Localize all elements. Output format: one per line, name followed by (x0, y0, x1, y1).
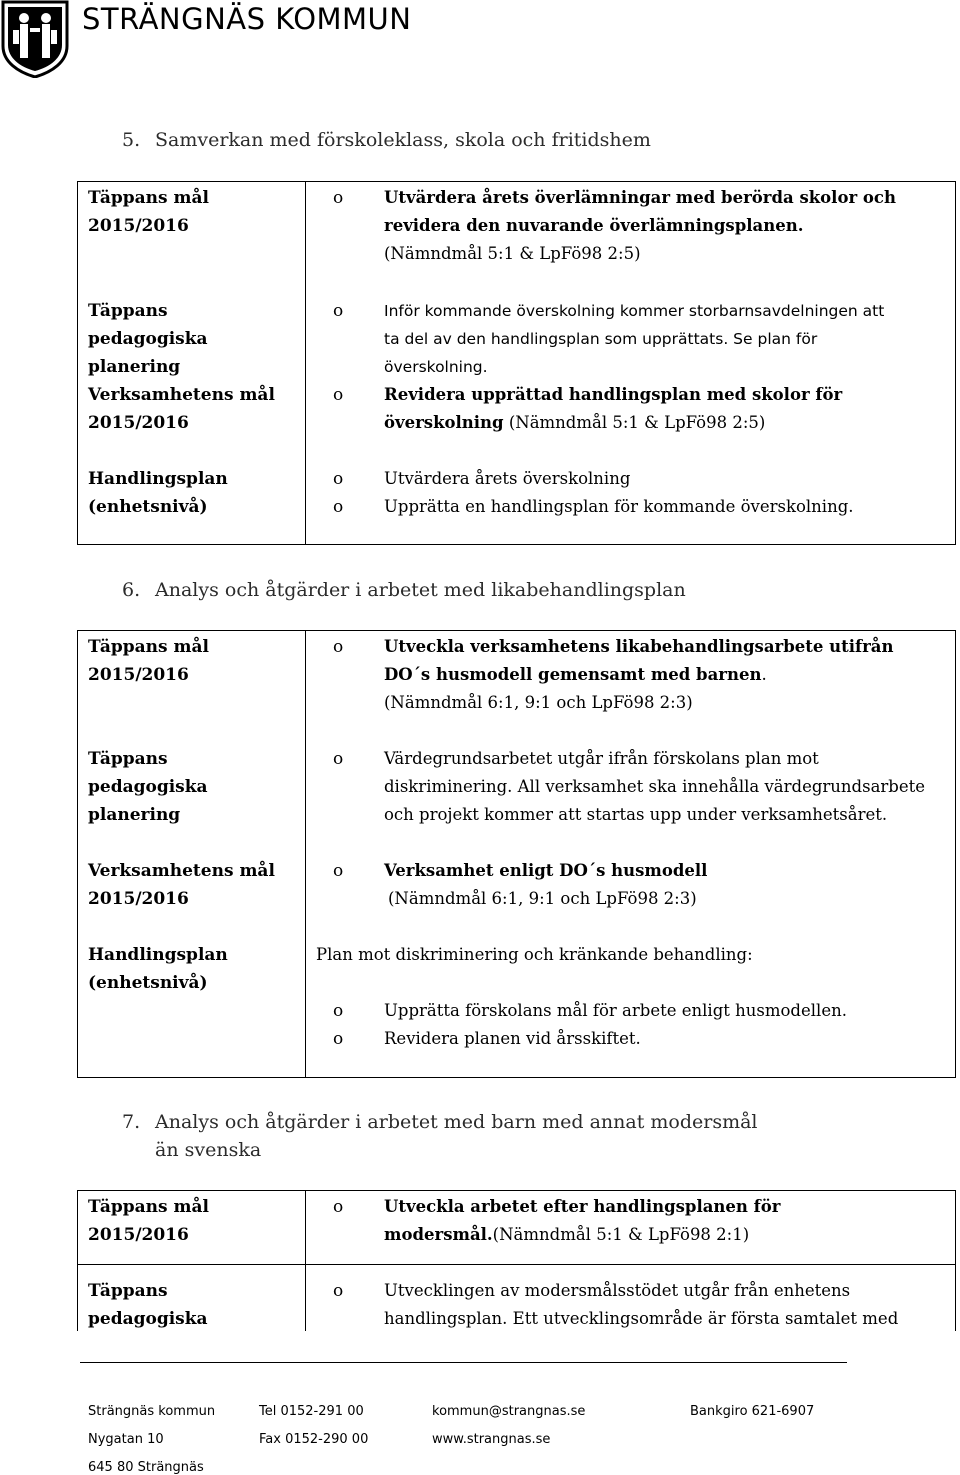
list-item: Utvärdera årets överskolning (384, 469, 631, 488)
row-label: planering (88, 357, 181, 377)
bullet-marker: o (333, 1029, 344, 1049)
list-item: revidera den nuvarande överlämningsplanen. (384, 216, 804, 235)
section-number: 7. (122, 1111, 141, 1133)
row-label: Täppans mål (88, 188, 209, 208)
bullet-marker: o (333, 385, 344, 405)
row-label: (enhetsnivå) (88, 497, 208, 517)
footer-email: kommun@strangnas.se (432, 1404, 586, 1419)
list-item: Revidera planen vid årsskiftet. (384, 1029, 641, 1048)
list-item: diskriminering. All verksamhet ska innehålla värdegrundsarbete (384, 777, 926, 796)
list-item: Utvecklingen av modersmålsstödet utgår från enhetens (384, 1281, 851, 1300)
list-item: ta del av den handlingsplan som upprättats. Se plan för (384, 330, 818, 348)
row-label: Täppans mål (88, 637, 209, 657)
bullet-marker: o (333, 301, 344, 321)
footer-street: Nygatan 10 (88, 1432, 164, 1447)
list-item: överskolning. (384, 358, 488, 376)
section-5-table (77, 181, 956, 545)
row-label: (enhetsnivå) (88, 973, 208, 993)
list-item: Utvärdera årets överlämningar med berörda skolor och (384, 188, 896, 207)
footer-postal: 645 80 Strängnäs (88, 1460, 204, 1475)
row-label: 2015/2016 (88, 413, 189, 433)
footer-phone: Tel 0152-291 00 (259, 1404, 364, 1419)
row-label: Täppans (88, 749, 168, 769)
plain-text: (Nämndmål 5:1 & LpFö98 2:5) (503, 413, 766, 432)
list-item: Utveckla arbetet efter handlingsplanen för (384, 1197, 781, 1216)
section-number: 5. (122, 129, 141, 151)
bullet-marker: o (333, 1281, 344, 1301)
list-item: och projekt kommer att startas upp under verksamhetsåret. (384, 805, 888, 824)
list-item: (Nämndmål 5:1 & LpFö98 2:5) (384, 244, 641, 263)
bold-text: överskolning (384, 413, 504, 432)
bullet-marker: o (333, 637, 344, 657)
row-label: pedagogiska (88, 329, 208, 349)
row-label: Verksamhetens mål (88, 385, 275, 405)
list-item: Inför kommande överskolning kommer storbarnsavdelningen att (384, 302, 885, 320)
section-6-table (77, 630, 956, 1078)
list-item: Utveckla verksamhetens likabehandlingsarbete utifrån (384, 637, 894, 656)
section-6-heading (122, 576, 686, 604)
section-title: Analys och åtgärder i arbetet med barn med annat modersmål (155, 1111, 758, 1133)
bullet-marker: o (333, 497, 344, 517)
bullet-marker: o (333, 1001, 344, 1021)
row-label: Handlingsplan (88, 945, 228, 965)
list-item: Verksamhet enligt DO´s husmodell (384, 861, 708, 880)
bold-text: DO´s husmodell gemensamt med barnen (384, 665, 762, 684)
list-item (384, 1221, 749, 1249)
bullet-marker: o (333, 1197, 344, 1217)
list-item: (Nämndmål 6:1, 9:1 och LpFö98 2:3) (384, 693, 693, 712)
row-divider (78, 1264, 955, 1265)
plain-text: (Nämndmål 5:1 & LpFö98 2:1) (492, 1225, 750, 1244)
footer-org: Strängnäs kommun (88, 1404, 216, 1419)
row-label: Handlingsplan (88, 469, 228, 489)
list-item (384, 661, 767, 689)
footer-rule (80, 1362, 847, 1363)
table-left-column (78, 1191, 306, 1331)
row-label: 2015/2016 (88, 889, 189, 909)
section-5-heading (122, 126, 651, 154)
row-label: 2015/2016 (88, 1225, 189, 1245)
bullet-marker: o (333, 861, 344, 881)
table-left-column (78, 182, 306, 544)
plain-text: . (761, 665, 767, 684)
row-label: Täppans (88, 301, 168, 321)
row-label: 2015/2016 (88, 216, 189, 236)
list-item: Värdegrundsarbetet utgår ifrån förskolans plan mot (384, 749, 819, 768)
row-label: Verksamhetens mål (88, 861, 275, 881)
section-7-table (77, 1190, 956, 1331)
municipality-brand-name: STRÄNGNÄS KOMMUN (82, 2, 412, 36)
list-item: Upprätta förskolans mål för arbete enligt husmodellen. (384, 1001, 847, 1020)
section-7-heading (122, 1108, 758, 1136)
list-item: Upprätta en handlingsplan för kommande överskolning. (384, 497, 854, 516)
section-title: Samverkan med förskoleklass, skola och fritidshem (155, 129, 651, 151)
footer-bankgiro: Bankgiro 621-6907 (690, 1404, 815, 1419)
row-label: Täppans (88, 1281, 168, 1301)
plan-heading: Plan mot diskriminering och kränkande behandling: (316, 945, 753, 964)
bullet-marker: o (333, 188, 344, 208)
row-label: Täppans mål (88, 1197, 209, 1217)
row-label: 2015/2016 (88, 665, 189, 685)
list-item: (Nämndmål 6:1, 9:1 och LpFö98 2:3) (388, 889, 697, 908)
list-item: handlingsplan. Ett utvecklingsområde är första samtalet med (384, 1309, 899, 1328)
section-title: Analys och åtgärder i arbetet med likabehandlingsplan (155, 579, 686, 601)
section-number: 6. (122, 579, 141, 601)
bullet-marker: o (333, 749, 344, 769)
row-label: pedagogiska (88, 1309, 208, 1329)
section-7-heading-cont: än svenska (155, 1139, 262, 1161)
bold-text: modersmål. (384, 1225, 493, 1244)
row-label: planering (88, 805, 181, 825)
row-label: pedagogiska (88, 777, 208, 797)
footer-website: www.strangnas.se (432, 1432, 551, 1447)
table-left-column (78, 631, 306, 1077)
list-item (384, 409, 765, 437)
bullet-marker: o (333, 469, 344, 489)
footer-fax: Fax 0152-290 00 (259, 1432, 369, 1447)
list-item: Revidera upprättad handlingsplan med skolor för (384, 385, 843, 404)
municipal-coat-of-arms-logo (0, 0, 70, 78)
